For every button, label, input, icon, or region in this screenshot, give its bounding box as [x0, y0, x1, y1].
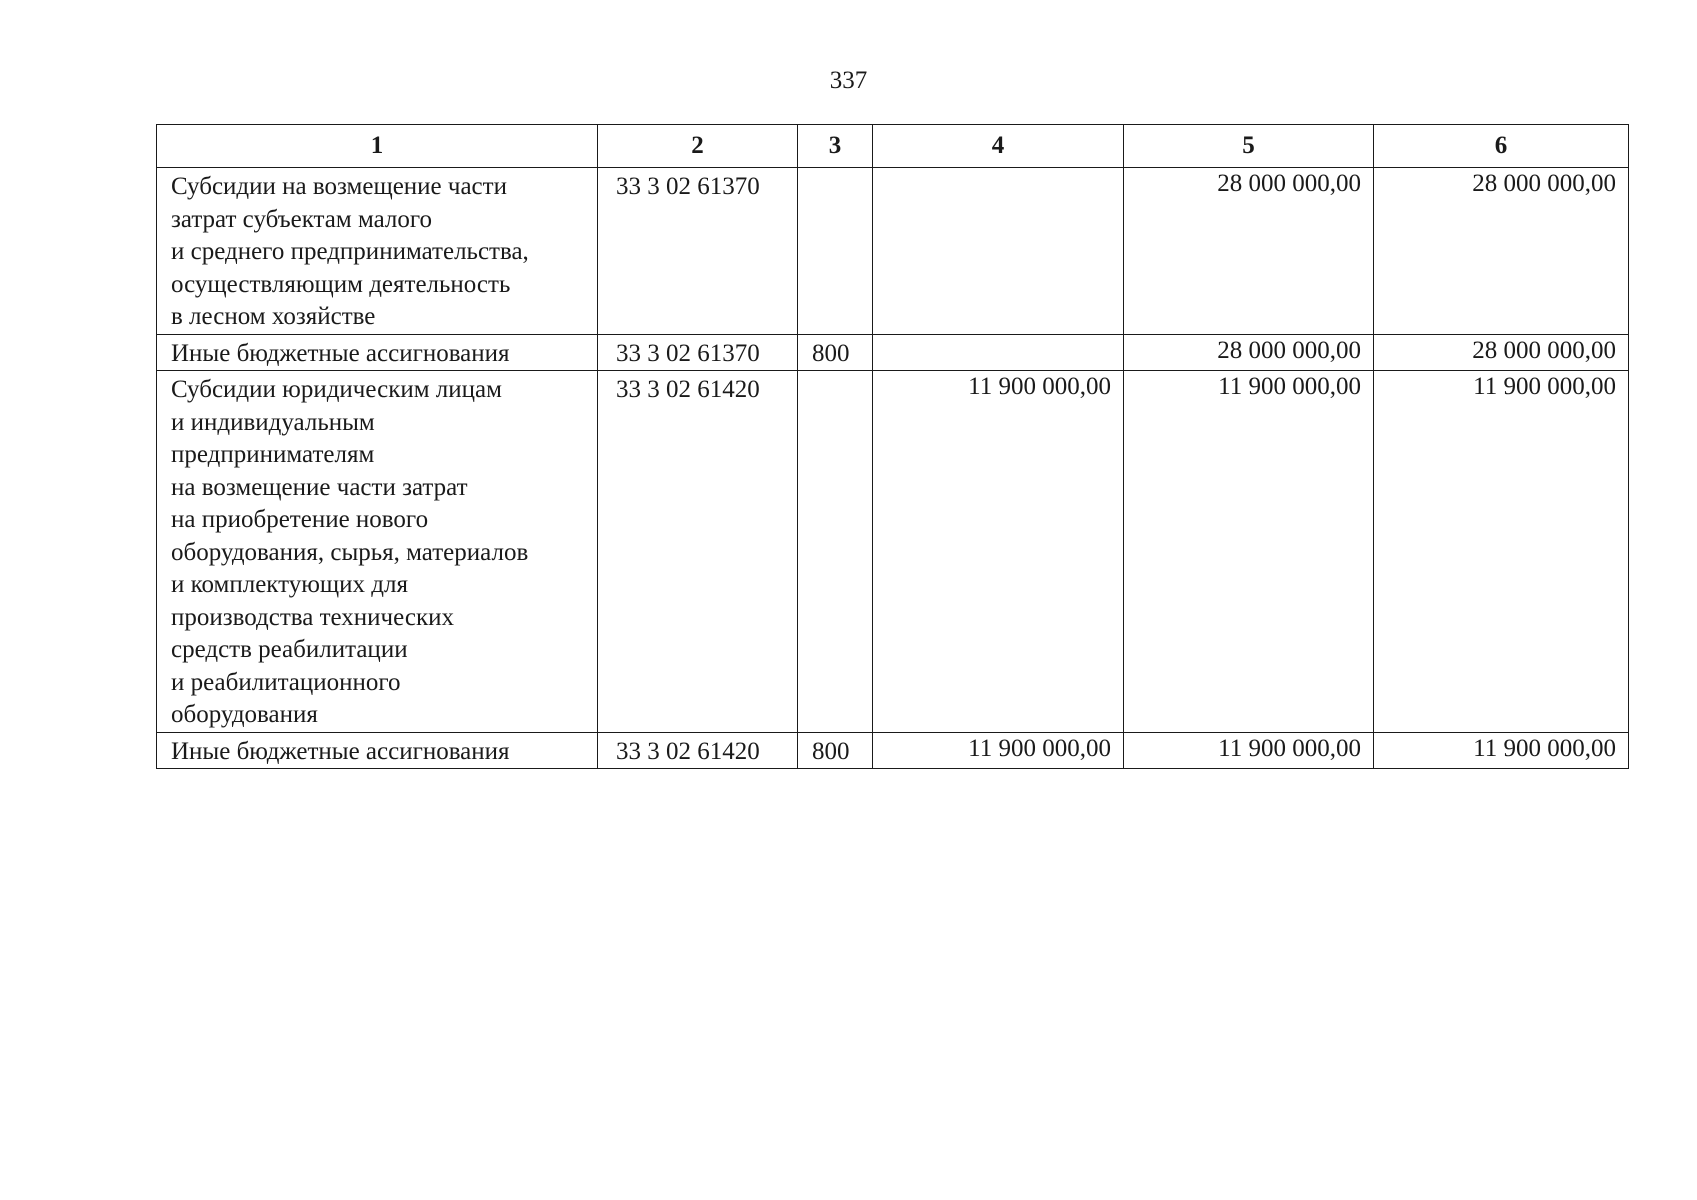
name-line: и индивидуальным	[171, 408, 375, 436]
name-line: производства технических	[171, 603, 454, 631]
row-col5-cell: 11 900 000,00	[1124, 371, 1374, 733]
name-line: в лесном хозяйстве	[171, 303, 376, 330]
header-col-4: 4	[873, 125, 1124, 168]
header-row	[157, 125, 1629, 168]
name-line: осуществляющим деятельность	[171, 270, 511, 298]
name-line: и реабилитационного	[171, 668, 401, 696]
row-col5-cell: 11 900 000,00	[1124, 732, 1374, 769]
table-row	[157, 371, 1629, 733]
header-col-6: 6	[1374, 125, 1629, 168]
row-type-cell	[798, 371, 873, 733]
name-line: Иные бюджетные ассигнования	[171, 737, 510, 765]
name-line: Субсидии юридическим лицам	[171, 376, 502, 403]
header-col-1: 1	[157, 125, 598, 168]
header-col-2: 2	[598, 125, 798, 168]
row-col4-cell	[873, 334, 1124, 371]
row-col4-cell	[873, 168, 1124, 335]
name-line: Субсидии на возмещение части	[171, 173, 507, 200]
row-col6-cell: 11 900 000,00	[1374, 732, 1629, 769]
row-code-cell: 33 3 02 61370	[598, 334, 798, 371]
table-row	[157, 168, 1629, 335]
row-col6-cell: 28 000 000,00	[1374, 334, 1629, 371]
row-col5-cell: 28 000 000,00	[1124, 168, 1374, 335]
budget-table	[156, 124, 1629, 769]
row-type-cell: 800	[798, 334, 873, 371]
row-col6-cell: 28 000 000,00	[1374, 168, 1629, 335]
header-col-5: 5	[1124, 125, 1374, 168]
name-line: оборудования, сырья, материалов	[171, 538, 529, 566]
table-row	[157, 334, 1629, 371]
name-line: средств реабилитации	[171, 636, 408, 663]
row-col6-cell: 11 900 000,00	[1374, 371, 1629, 733]
name-line: предпринимателям	[171, 441, 375, 468]
row-name-cell	[157, 371, 598, 733]
row-col4-cell: 11 900 000,00	[873, 371, 1124, 733]
row-name-cell	[157, 334, 598, 371]
header-col-3: 3	[798, 125, 873, 168]
name-line: и среднего предпринимательства,	[171, 238, 529, 265]
page-number: 337	[829, 67, 868, 94]
row-col4-cell: 11 900 000,00	[873, 732, 1124, 769]
table-body	[157, 168, 1629, 769]
row-code-cell: 33 3 02 61420	[598, 371, 798, 733]
name-line: и комплектующих для	[171, 571, 408, 598]
name-line: на приобретение нового	[171, 506, 429, 533]
row-code-cell: 33 3 02 61420	[598, 732, 798, 769]
name-line: затрат субъектам малого	[171, 205, 433, 233]
name-line: Иные бюджетные ассигнования	[171, 339, 510, 367]
row-type-cell	[798, 168, 873, 335]
name-line: оборудования	[171, 701, 318, 728]
row-type-cell: 800	[798, 732, 873, 769]
table-row	[157, 732, 1629, 769]
row-name-cell	[157, 732, 598, 769]
table-header	[157, 125, 1629, 168]
row-name-cell	[157, 168, 598, 335]
name-line: на возмещение части затрат	[171, 473, 468, 501]
row-col5-cell: 28 000 000,00	[1124, 334, 1374, 371]
row-code-cell: 33 3 02 61370	[598, 168, 798, 335]
